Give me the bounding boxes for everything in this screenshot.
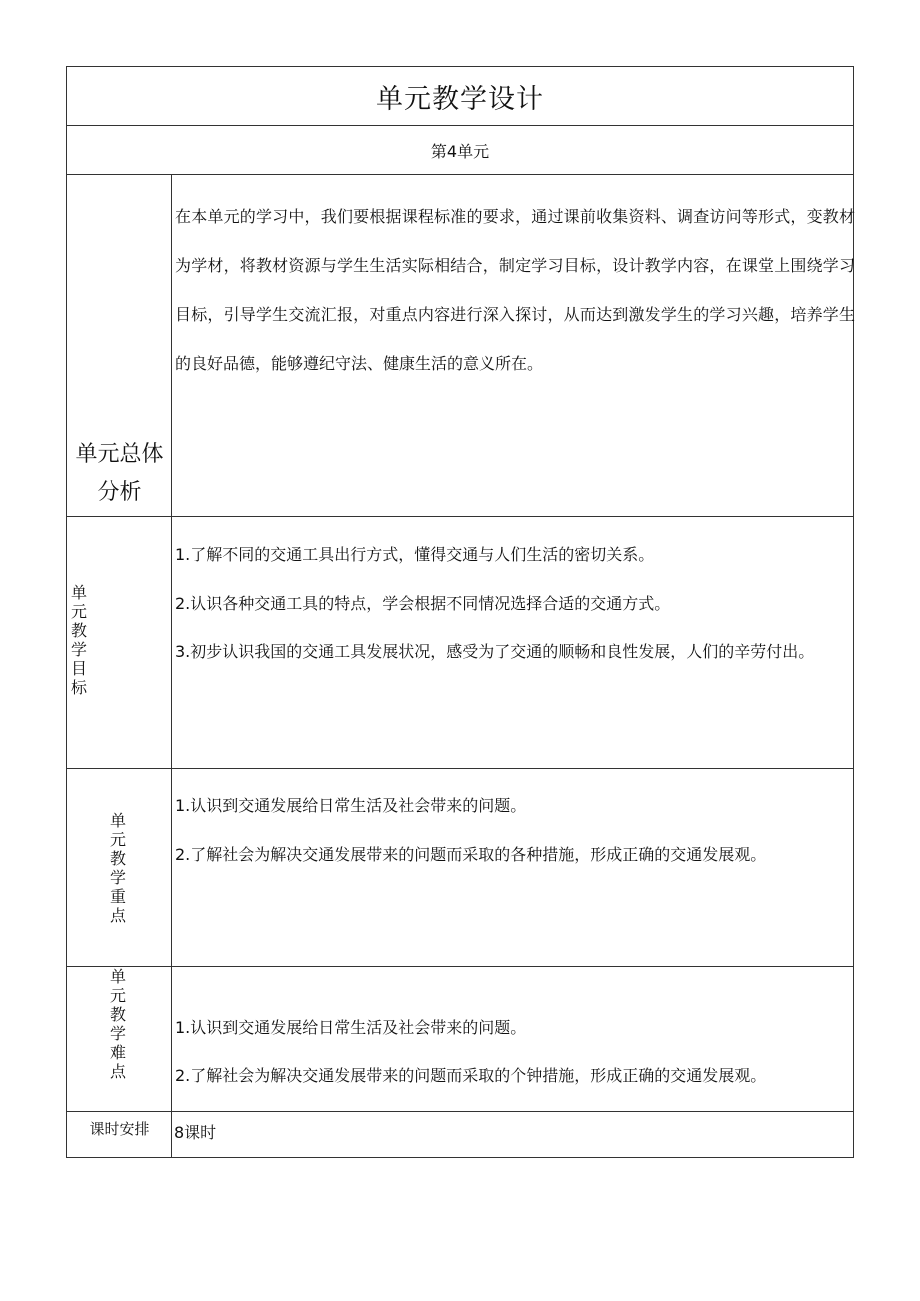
objective-item: 3.初步认识我国的交通工具发展状况，感受为了交通的顺畅和良性发展，人们的辛劳付出。	[175, 642, 815, 661]
analysis-text: 在本单元的学习中，我们要根据课程标准的要求，通过课前收集资料、调查访问等形式，变教材为学材，将教材资源与学生生活实际相结合，制定学习目标，设计教学内容，在课堂上围绕学习目标，引导学生交流汇报，对重点内容进行深入探讨，从而达到激发学生的学习兴趣，培养学生的良好品德，能够遵纪守法、健康生活的意义所在。	[175, 207, 855, 373]
objectives-content-cell	[172, 517, 853, 768]
objectives-label-cell	[67, 517, 172, 768]
difficulties-content-cell	[172, 967, 853, 1111]
schedule-value: 8课时	[174, 1123, 217, 1142]
key-points-content-cell	[172, 769, 853, 966]
analysis-label-cell	[67, 175, 172, 516]
objective-item: 1.了解不同的交通工具出行方式，懂得交通与人们生活的密切关系。	[175, 545, 655, 564]
unit-row	[67, 126, 853, 175]
unit-number: 第4单元	[430, 141, 490, 161]
key-points-label: 单元教学重点	[109, 811, 126, 925]
schedule-content-cell	[172, 1112, 853, 1157]
unit-design-table	[66, 66, 854, 1158]
title-row	[67, 67, 853, 126]
schedule-label: 课时安排	[89, 1120, 150, 1138]
schedule-label-cell	[67, 1112, 172, 1157]
objective-item: 2.认识各种交通工具的特点，学会根据不同情况选择合适的交通方式。	[175, 594, 671, 613]
analysis-row	[67, 175, 853, 517]
difficulties-label-cell	[67, 967, 172, 1111]
schedule-row	[67, 1112, 853, 1157]
analysis-label: 单元总体分析	[75, 442, 164, 505]
difficulty-item: 2.了解社会为解决交通发展带来的问题而采取的个钟措施，形成正确的交通发展观。	[175, 1066, 767, 1085]
key-points-row	[67, 769, 853, 967]
analysis-content-cell	[172, 175, 853, 516]
objectives-row	[67, 517, 853, 769]
difficulty-item: 1.认识到交通发展给日常生活及社会带来的问题。	[175, 1018, 527, 1037]
difficulties-label: 单元教学难点	[109, 967, 126, 1081]
key-point-item: 1.认识到交通发展给日常生活及社会带来的问题。	[175, 796, 527, 815]
key-points-label-cell	[67, 769, 172, 966]
page-title: 单元教学设计	[376, 83, 544, 115]
key-point-item: 2.了解社会为解决交通发展带来的问题而采取的各种措施，形成正确的交通发展观。	[175, 845, 767, 864]
objectives-label: 单元教学目标	[70, 583, 87, 697]
difficulties-row	[67, 967, 853, 1112]
